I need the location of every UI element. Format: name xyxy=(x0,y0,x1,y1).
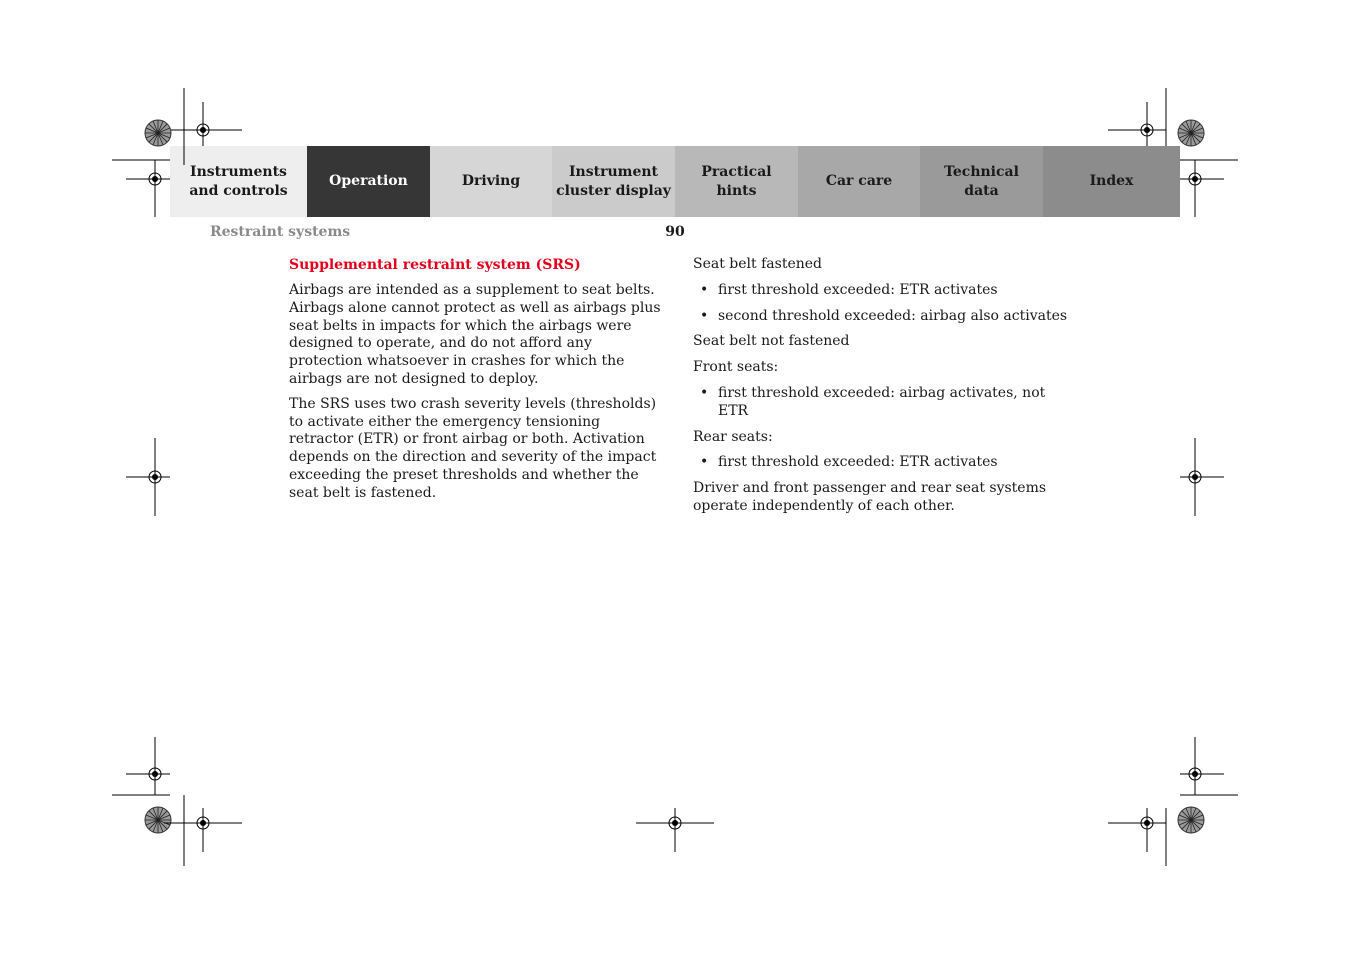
right-column xyxy=(693,256,1073,524)
front-seats-list xyxy=(693,385,1073,421)
list-item xyxy=(693,282,1073,300)
tab-technical-data[interactable] xyxy=(920,146,1043,217)
chapter-tab-bar xyxy=(170,146,1180,217)
list-item xyxy=(693,385,1073,421)
tab-label: Instrument cluster display xyxy=(556,163,671,199)
tab-instruments-and-controls[interactable] xyxy=(170,146,307,217)
page-number: 90 xyxy=(665,224,685,240)
subheading-seat-belt-fastened: Seat belt fastened xyxy=(693,256,822,272)
bullet-icon: • xyxy=(700,454,709,471)
tab-label: Car care xyxy=(825,173,893,189)
tab-operation[interactable] xyxy=(307,146,430,217)
tab-label: Operation xyxy=(329,173,408,189)
crosshair-icon xyxy=(191,811,215,835)
paragraph: Airbags are intended as a supplement to seat belts. Airbags alone cannot protect as well as airbags plus seat belts in impacts for which the airbags were designed to operate, and do not afford any protection whatsoever in crashes for which the airbags are not designed to deploy. xyxy=(289,282,661,387)
left-column xyxy=(289,256,661,510)
tab-practical-hints[interactable] xyxy=(675,146,798,217)
section-title: Restraint systems xyxy=(210,224,351,240)
bullet-icon: • xyxy=(700,384,709,401)
list-item xyxy=(693,454,1073,472)
crosshair-icon xyxy=(1135,118,1159,142)
closing-paragraph: Driver and front passenger and rear seat systems operate independently of each other. xyxy=(693,480,1047,514)
crosshair-icon xyxy=(1183,167,1207,191)
rear-seats-label: Rear seats: xyxy=(693,428,773,445)
tab-label: Index xyxy=(1089,173,1134,189)
subheading-seat-belt-not-fastened: Seat belt not fastened xyxy=(693,333,850,350)
section-heading: Supplemental restraint system (SRS) xyxy=(289,257,581,273)
rear-seats-list xyxy=(693,454,1073,472)
crosshair-icon xyxy=(191,118,215,142)
crosshair-icon xyxy=(143,167,167,191)
tab-driving[interactable] xyxy=(430,146,552,217)
tab-instrument-cluster-display[interactable] xyxy=(552,146,675,217)
crosshair-icon xyxy=(663,811,687,835)
crosshair-icon xyxy=(143,762,167,786)
list-item-text: first threshold exceeded: airbag activates, not ETR xyxy=(718,384,1046,419)
tab-label: Technical data xyxy=(944,163,1019,199)
list-item xyxy=(693,308,1073,326)
tab-index[interactable] xyxy=(1043,146,1180,217)
registration-star-icon xyxy=(1178,120,1204,146)
paragraph: The SRS uses two crash severity levels (thresholds) to activate either the emergency tensioning retractor (ETR) or front airbag or both. Activation depends on the direction and severity of the impact exceeding the preset thresholds and whether the seat belt is fastened. xyxy=(289,395,657,501)
list-item-text: first threshold exceeded: ETR activates xyxy=(718,281,998,298)
tab-label: Driving xyxy=(461,173,521,189)
fastened-list xyxy=(693,282,1073,326)
tab-car-care[interactable] xyxy=(798,146,920,217)
crosshair-icon xyxy=(1183,762,1207,786)
list-item-text: second threshold exceeded: airbag also activates xyxy=(718,307,1068,324)
bullet-icon: • xyxy=(700,307,709,324)
registration-star-icon xyxy=(145,120,171,146)
crosshair-icon xyxy=(143,465,167,489)
tab-label: Instruments and controls xyxy=(189,163,288,199)
registration-star-icon xyxy=(1178,807,1204,833)
front-seats-label: Front seats: xyxy=(693,359,779,376)
crosshair-icon xyxy=(1183,465,1207,489)
crosshair-icon xyxy=(1135,811,1159,835)
bullet-icon: • xyxy=(700,281,709,298)
list-item-text: first threshold exceeded: ETR activates xyxy=(718,454,998,471)
registration-star-icon xyxy=(145,807,171,833)
tab-label: Practical hints xyxy=(701,163,772,199)
